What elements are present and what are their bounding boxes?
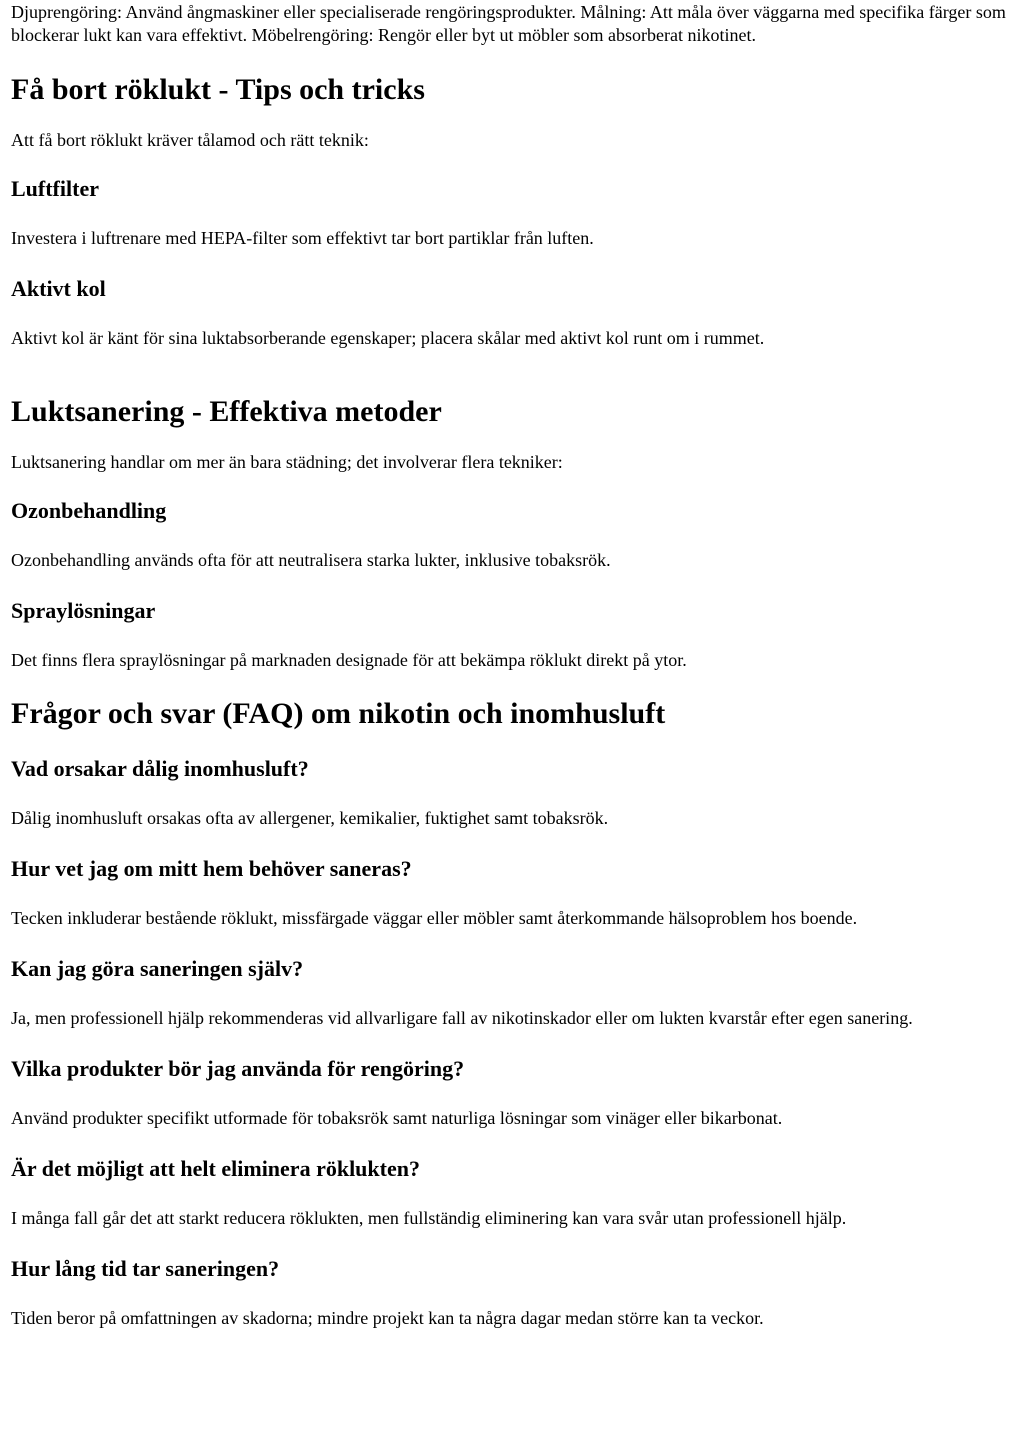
tips-heading: Få bort röklukt - Tips och tricks bbox=[11, 73, 425, 106]
faq-answer: Tiden beror på omfattningen av skadorna; mindre projekt kan ta några dagar medan större kan ta veckor. bbox=[11, 1308, 764, 1328]
faq-question: Hur lång tid tar saneringen? bbox=[11, 1256, 280, 1281]
faq-answer: I många fall går det att starkt reducera röklukten, men fullständig eliminering kan vara svår utan professionell hjälp. bbox=[11, 1208, 847, 1228]
sanering-item-text: Ozonbehandling används ofta för att neutralisera starka lukter, inklusive tobaksrök. bbox=[11, 550, 611, 570]
sanering-item-title: Ozonbehandling bbox=[11, 498, 167, 523]
tips-item-title: Luftfilter bbox=[11, 176, 99, 201]
faq-question: Kan jag göra saneringen själv? bbox=[11, 956, 304, 981]
faq-question: Är det möjligt att helt eliminera röklukten? bbox=[11, 1156, 420, 1181]
faq-answer: Tecken inkluderar bestående röklukt, missfärgade väggar eller möbler samt återkommande hälsoproblem hos boende. bbox=[11, 908, 858, 928]
tips-item-text: Investera i luftrenare med HEPA-filter som effektivt tar bort partiklar från luften. bbox=[11, 228, 594, 248]
faq-answer: Använd produkter specifikt utformade för tobaksrök samt naturliga lösningar som vinäger eller bikarbonat. bbox=[11, 1108, 783, 1128]
sanering-lead: Luktsanering handlar om mer än bara städning; det involverar flera tekniker: bbox=[11, 452, 563, 472]
faq-answer: Dålig inomhusluft orsakas ofta av allergener, kemikalier, fuktighet samt tobaksrök. bbox=[11, 808, 609, 828]
tips-item-text: Aktivt kol är känt för sina luktabsorberande egenskaper; placera skålar med aktivt kol runt om i rummet. bbox=[11, 328, 765, 348]
faq-answer: Ja, men professionell hjälp rekommenderas vid allvarligare fall av nikotinskador eller om lukten kvarstår efter egen sanering. bbox=[11, 1008, 913, 1028]
faq-question: Vilka produkter bör jag använda för rengöring? bbox=[11, 1056, 465, 1081]
tips-lead: Att få bort röklukt kräver tålamod och rätt teknik: bbox=[11, 130, 369, 150]
faq-heading: Frågor och svar (FAQ) om nikotin och inomhusluft bbox=[11, 697, 666, 730]
intro-paragraph: Djuprengöring: Använd ångmaskiner eller specialiserade rengöringsprodukter. Målning: Att måla över väggarna med specifika färger som blockerar lukt kan vara effektivt. Möbelrengöring: Rengör eller byt ut möbler som absorberat nikotinet. bbox=[11, 2, 1006, 45]
sanering-item-title: Spraylösningar bbox=[11, 598, 156, 623]
sanering-heading: Luktsanering - Effektiva metoder bbox=[11, 395, 442, 428]
faq-question: Vad orsakar dålig inomhusluft? bbox=[11, 756, 309, 781]
sanering-item-text: Det finns flera spraylösningar på marknaden designade för att bekämpa röklukt direkt på ytor. bbox=[11, 650, 687, 670]
faq-question: Hur vet jag om mitt hem behöver saneras? bbox=[11, 856, 412, 881]
tips-item-title: Aktivt kol bbox=[11, 276, 106, 301]
